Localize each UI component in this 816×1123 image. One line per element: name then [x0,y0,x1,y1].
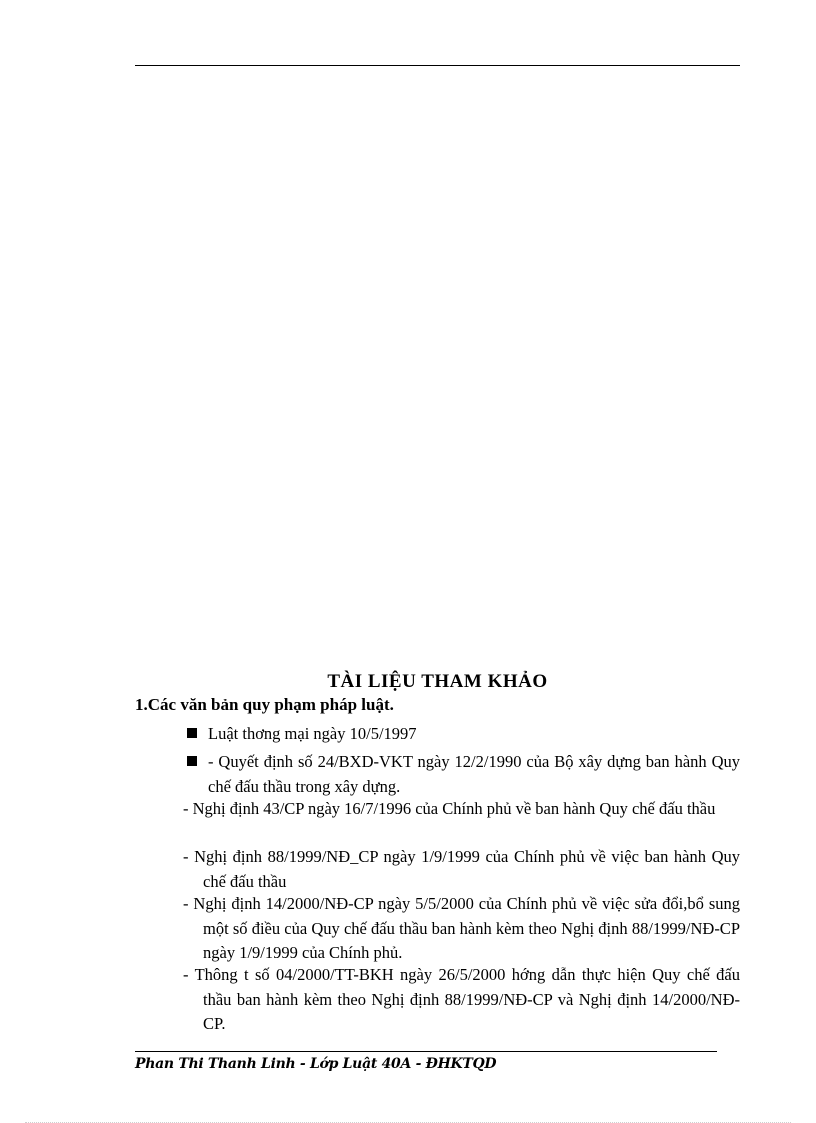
header-rule [135,65,740,66]
page-footer: Phan Thi Thanh Linh - Lớp Luật 40A - ĐHKTQD [135,1056,497,1072]
page-title: TÀI LIỆU THAM KHẢO [327,671,548,692]
reference-item-3: - Nghị định 43/CP ngày 16/7/1996 của Chính phủ về ban hành Quy chế đấu thầu [183,799,716,818]
reference-item-2 [187,750,740,799]
reference-item-1 [187,722,740,747]
reference-item-6: - Thông t số 04/2000/TT-BKH ngày 26/5/2000 hớng dẫn thực hiện Quy chế đấu thầu ban hành kèm theo Nghị định 88/1999/NĐ-CP và Nghị định 14/2000/NĐ-CP. [183,965,740,1033]
reference-item-4: - Nghị định 88/1999/NĐ_CP ngày 1/9/1999 của Chính phủ về việc ban hành Quy chế đấu thầu [183,847,740,891]
square-bullet-icon [187,756,197,766]
section-heading: 1.Các văn bản quy phạm pháp luật. [135,695,394,714]
reference-item-5: - Nghị định 14/2000/NĐ-CP ngày 5/5/2000 của Chính phủ về việc sửa đổi,bổ sung một số điều của Quy chế đấu thầu ban hành kèm theo Nghị định 88/1999/NĐ-CP ngày 1/9/1999 của Chính phủ. [183,894,740,962]
square-bullet-icon [187,728,197,738]
footer-rule [135,1051,717,1052]
reference-text: - Quyết định số 24/BXD-VKT ngày 12/2/1990 của Bộ xây dựng ban hành Quy chế đấu thầu trong xây dựng. [208,752,740,796]
reference-text: Luật thơng mại ngày 10/5/1997 [208,724,417,743]
